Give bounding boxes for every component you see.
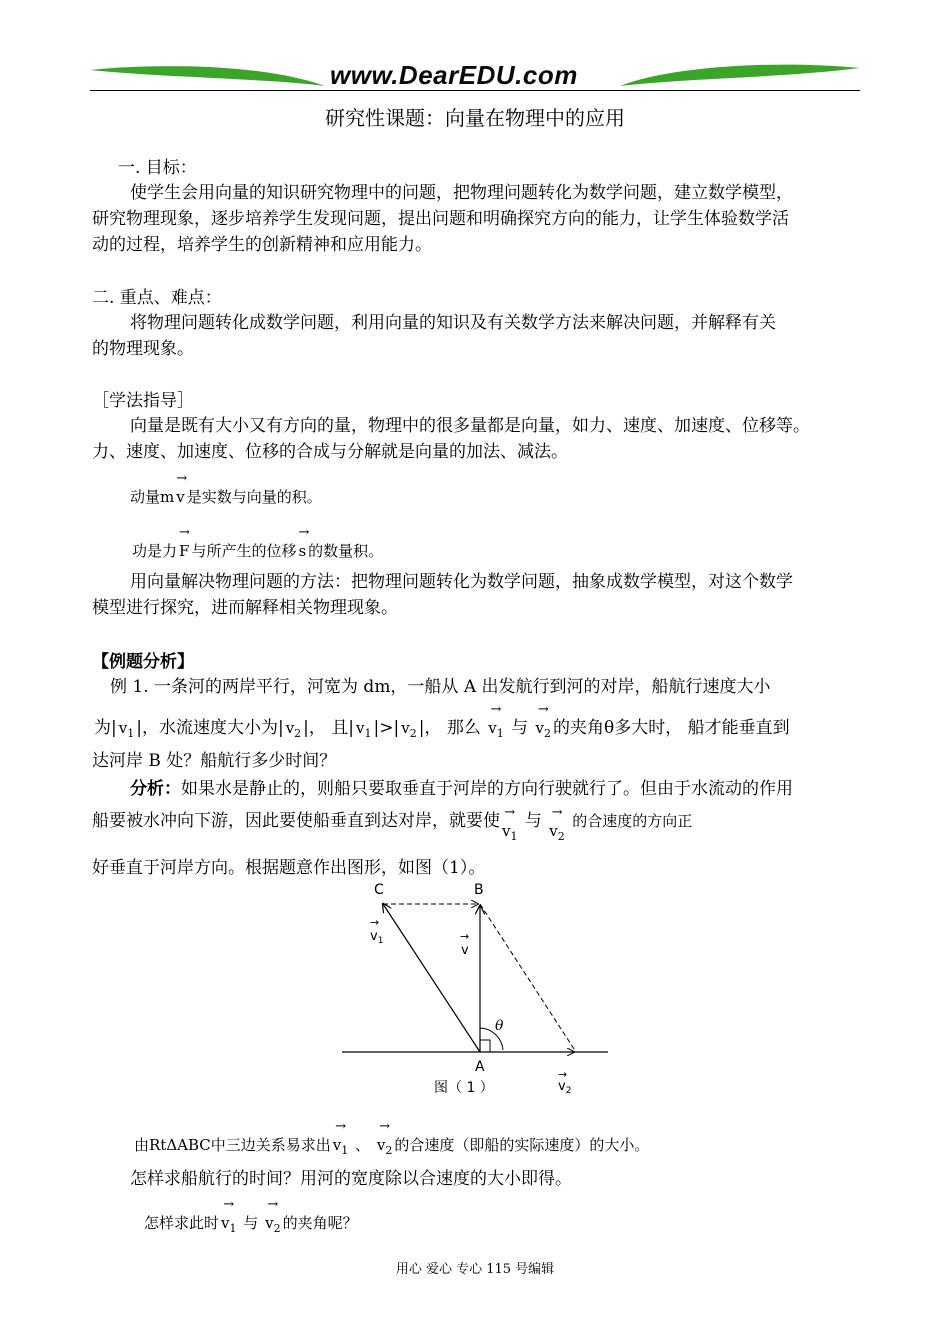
guide-line: 向量是既有大小又有方向的量，物理中的很多量都是向量，如力、速度、加速度、位移等。	[130, 416, 810, 436]
example-line: 达河岸 B 处？船航行多少时间？	[92, 751, 337, 771]
figure-caption: 图（ 1 ）	[434, 1080, 494, 1096]
label-A: A	[475, 1059, 485, 1075]
vector-v1-line	[383, 904, 480, 1052]
vector-v2: → $v_2$	[265, 1197, 281, 1235]
analysis-line2: 船要被水冲向下游，因此要使船垂直到达对岸，就要使 → $v_1$ 与 → $v_2$ 的合速度的方向正	[92, 810, 692, 838]
section1-line: 使学生会用向量的知识研究物理中的问题，把物理问题转化为数学问题，建立数学模型，	[130, 183, 793, 203]
label-B: B	[474, 882, 484, 898]
momentum-line	[130, 471, 322, 508]
section1-line: 动的过程，培养学生的创新精神和应用能力。	[92, 235, 432, 255]
vector-v1: → $v_1$	[488, 702, 504, 740]
work-text: 功是力	[132, 542, 178, 560]
method-line: 用向量解决物理问题的方法：把物理问题转化为数学问题，抽象成数学模型，对这个数学	[130, 572, 793, 592]
right-angle-mark	[480, 1040, 490, 1052]
after-line1: 由RtΔABC中三边关系易求出 → $v_1$ 、 → $v_2$ 的合速度（即船的实际速度）的大小。	[134, 1134, 649, 1162]
arrow-icon: →	[558, 1068, 568, 1081]
after-line3: 怎样求此时 → $v_1$ 与 → $v_2$ 的夹角呢？	[144, 1212, 358, 1240]
header-rule	[90, 90, 860, 91]
vector-v1: → $v_1$	[502, 805, 518, 843]
brand-logo: www.DearEDU.com	[330, 60, 578, 90]
arrow-icon: →	[460, 930, 470, 943]
momentum-text: 动量m	[130, 488, 175, 506]
guide-heading: ［学法指导］	[92, 391, 194, 411]
label-v1: $v_1$	[370, 929, 384, 946]
section2-line: 将物理问题转化成数学问题，利用向量的知识及有关数学方法来解决问题，并解释有关	[130, 313, 776, 333]
work-text: 的数量积。	[308, 542, 384, 560]
section1-line: 研究物理现象，逐步培养学生发现问题，提出问题和明确探究方向的能力，让学生体验数学活	[92, 209, 789, 229]
analysis-line1: 分析：如果水是静止的，则船只要取垂直于河岸的方向行驶就行了。但由于水流动的作用	[130, 779, 793, 799]
vector-v2: → $v_2$	[535, 702, 552, 740]
page-title: 研究性课题：向量在物理中的应用	[325, 106, 625, 130]
momentum-text: 是实数与向量的积。	[186, 488, 322, 506]
example-heading: 【例题分析】	[92, 652, 194, 672]
vector-figure	[340, 878, 620, 1098]
example-line: 例 1. 一条河的两岸平行，河宽为 dm，一船从 A 出发航行到河的对岸，船航行速度大小	[110, 677, 771, 697]
vector-v2: $v_2$	[401, 719, 417, 740]
vector-v2: $v_2$	[285, 719, 302, 740]
vector-F: → F	[179, 525, 190, 560]
vector-v1: → $v_1$	[221, 1197, 237, 1235]
after-line2: 怎样求船航行的时间？用河的宽度除以合速度的大小即得。	[130, 1169, 572, 1189]
label-v: v	[461, 943, 469, 958]
guide-line: 力、速度、加速度、位移的合成与分解就是向量的加法、减法。	[92, 442, 568, 462]
section1-heading: 一. 目标：	[118, 158, 197, 178]
method-line: 模型进行探究，进而解释相关物理现象。	[92, 598, 398, 618]
vector-s: → s	[298, 525, 310, 560]
label-theta: θ	[495, 1018, 504, 1034]
vector-v1: → $v_1$	[332, 1119, 349, 1157]
arrow-icon: →	[370, 916, 380, 929]
vector-v1: $v_1$	[356, 719, 372, 740]
section2-heading: 二. 重点、难点：	[92, 288, 222, 308]
analysis-line3: 好垂直于河岸方向。根据题意作出图形，如图（1）。	[92, 858, 486, 878]
example-line2: 为| $v_1$ |，水流速度大小为| $v_2$ |， 且| $v_1$ |>| $v_2$ |， 那么 → $v_1$ 与 → $v_2$ 的夹角θ多大时， 船才能垂直到	[94, 717, 790, 745]
section2-line: 的物理现象。	[92, 339, 194, 359]
label-C: C	[374, 882, 384, 898]
vector-v1: $v_1$	[118, 719, 135, 740]
label-v2: $v_2$	[558, 1079, 572, 1096]
analysis-label: 分析：	[130, 779, 181, 799]
vector-v2: → $v_2$	[376, 1119, 393, 1157]
page-footer: 用心 爱心 专心 115 号编辑	[395, 1262, 555, 1277]
work-line	[132, 525, 384, 562]
vector-v: → v	[176, 471, 188, 506]
work-text: 与所产生的位移	[191, 542, 297, 560]
vector-v2: → $v_2$	[549, 805, 565, 843]
